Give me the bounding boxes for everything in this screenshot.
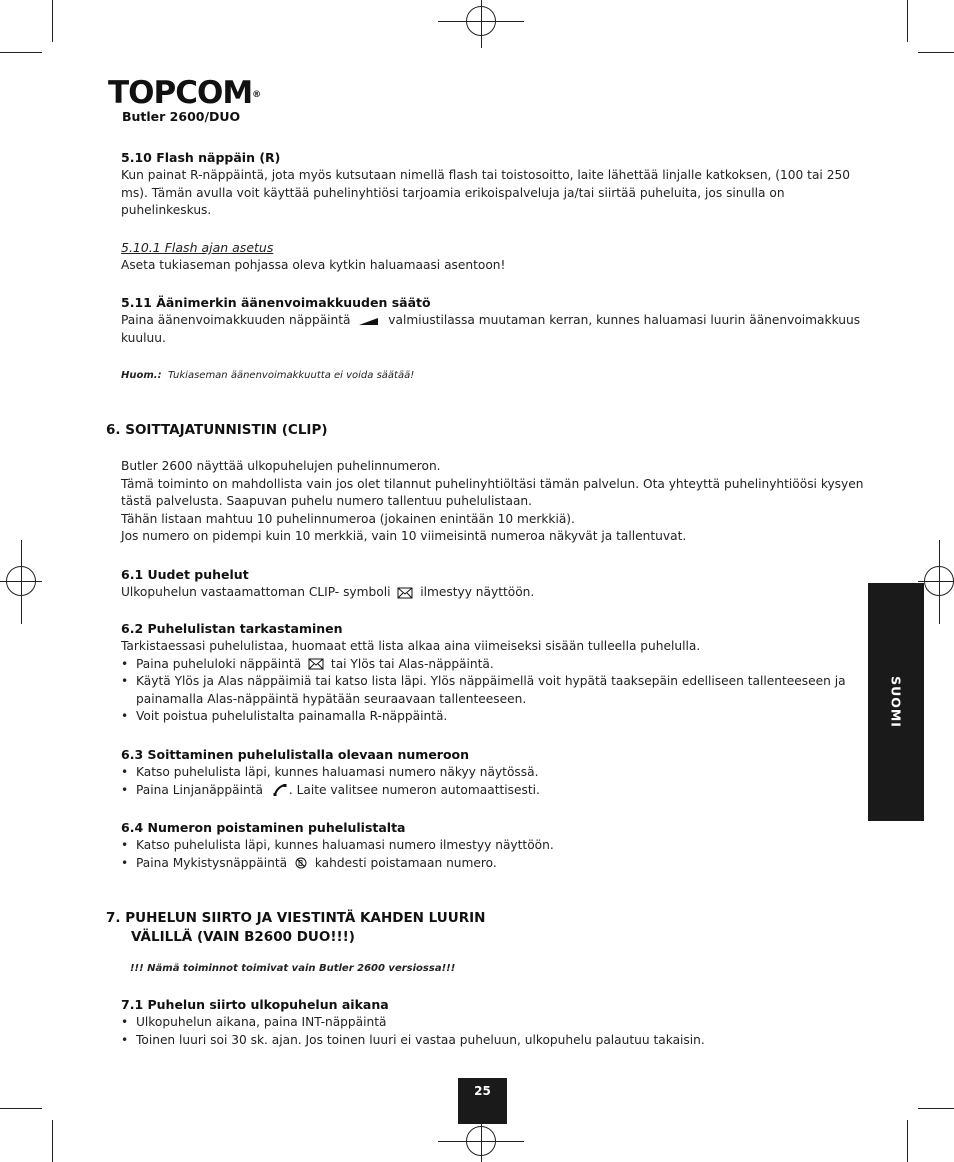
section-5-11-body: Paina äänenvoimakkuuden näppäintä valmiustilassa muutaman kerran, kunnes haluamasi luurin äänenvoimakkuus kuuluu. [121,313,861,345]
section-5-10-title: 5.10 Flash näppäin (R) [121,150,281,165]
list-item: • Käytä Ylös ja Alas näppäimiä tai katso lista läpi. Ylös näppäimellä voit hypätä taaksepäin edelliseen tallenteeseen ja painamalla Alas-näppäintä hypätään seuraavaan tallenteeseen. [121,673,846,708]
section-7-1-title: 7.1 Puhelun siirto ulkopuhelun aikana [121,997,389,1012]
crop-mark [52,0,53,42]
list-item: • Toinen luuri soi 30 sk. ajan. Jos toinen luuri ei vastaa puheluun, ulkopuhelu palautuu takaisin. [121,1032,705,1050]
crop-mark [0,1108,42,1109]
section-6-3-body [121,764,540,799]
crop-mark [52,1120,53,1162]
section-7-title: 7. PUHELUN SIIRTO JA VIESTINTÄ KAHDEN LUURIN VÄLILLÄ (VAIN B2600 DUO!!!) [106,910,486,945]
list-item: • Paina puheluloki näppäintä tai Ylös tai Alas-näppäintä. [121,656,846,674]
section-6-4-title: 6.4 Numeron poistaminen puhelulistalta [121,820,406,835]
section-5-10-1-title: 5.10.1 Flash ajan asetus [121,240,274,255]
registration-line [21,540,22,624]
crop-mark [907,0,908,42]
phone-icon [273,784,287,796]
section-6-1-body: Ulkopuhelun vastaamattoman CLIP- symboli ilmestyy näyttöön. [121,585,535,599]
section-7-note: !!! Nämä toiminnot toimivat vain Butler 2600 versiossa!!! [130,963,456,974]
list-item: • Katso puhelulista läpi, kunnes haluamasi numero näkyy näytössä. [121,764,540,782]
section-6-3-title: 6.3 Soittaminen puhelulistalla olevaan numeroon [121,747,470,762]
section-6-4-body [121,837,554,872]
language-tab: SUOMI [868,583,924,821]
crop-mark [907,1120,908,1162]
crop-mark [918,1108,954,1109]
model-name: Butler 2600/DUO [122,109,241,124]
registration-line [939,540,940,624]
section-7-1-body [121,1014,705,1049]
section-6-1-title: 6.1 Uudet puhelut [121,567,249,582]
registration-line [481,0,482,48]
section-6-body: Butler 2600 näyttää ulkopuhelujen puhelinnumeron. Tämä toiminto on mahdollista vain jos olet tilannut puhelinyhtiöltäsi tämän palvelun. Ota yhteyttä puhelinyhtiöösi kysyen tästä palvelusta. Saapuvan puhelu numero tallentuu puhelulistaan. Tähän listaan mahtuu 10 puhelinnumeroa (jokainen enintään 10 merkkiä). Jos numero on pidempi kuin 10 merkkiä, vain 10 viimeisintä numeroa näkyvät ja tallentuvat. [121,459,864,543]
section-6-2-body: Tarkistaessasi puhelulistaa, huomaat että lista alkaa aina viimeiseksi sisään tulleella puhelulla. • Paina puheluloki näppäintä tai Ylös tai Alas-näppäintä. • Käytä Ylös ja Alas näppäimiä tai katso lista läpi. Ylös näppäimellä voit hypätä taaksepäin edelliseen tallenteeseen ja painamalla Alas-näppäintä hypätään seuraavaan tallenteeseen. • Voit poistua puhelulistalta painamalla R-näppäintä. [121,638,846,726]
section-5-11-title: 5.11 Äänimerkin äänenvoimakkuuden säätö [121,295,431,310]
section-5-11-note: Huom.: Tukiaseman äänenvoimakkuutta ei voida säätää! [121,370,415,381]
registration-line [918,581,954,582]
list-item: • Paina Linjanäppäintä . Laite valitsee numeron automaattisesti. [121,782,540,800]
section-6-2-title: 6.2 Puhelulistan tarkastaminen [121,621,343,636]
volume-icon [358,316,380,326]
list-item: • Ulkopuhelun aikana, paina INT-näppäintä [121,1014,705,1032]
section-6-title: 6. SOITTAJATUNNISTIN (CLIP) [106,422,328,438]
section-5-10-1-body: Aseta tukiaseman pohjassa oleva kytkin haluamaasi asentoon! [121,258,506,272]
list-item: • Paina Mykistysnäppäintä kahdesti poistamaan numero. [121,855,554,873]
envelope-icon [308,658,324,670]
mute-icon [294,857,308,869]
envelope-icon [397,587,413,599]
list-item: • Voit poistua puhelulistalta painamalla R-näppäintä. [121,708,846,726]
section-5-10-body: Kun painat R-näppäintä, jota myös kutsutaan nimellä flash tai toistosoitto, laite lähettää linjalle katkoksen, (100 tai 250 ms). Tämän avulla voit käyttää puhelinyhtiösi tarjoamia erikoispalveluja ja/tai siirtää puheluita, jos sinulla on puhelinkeskus. [121,168,850,217]
crop-mark [918,52,954,53]
brand-logo: TOPCOM® [108,75,262,111]
list-item: • Katso puhelulista läpi, kunnes haluamasi numero ilmestyy näyttöön. [121,837,554,855]
page-number: 25 [458,1078,507,1124]
crop-mark [0,52,42,53]
